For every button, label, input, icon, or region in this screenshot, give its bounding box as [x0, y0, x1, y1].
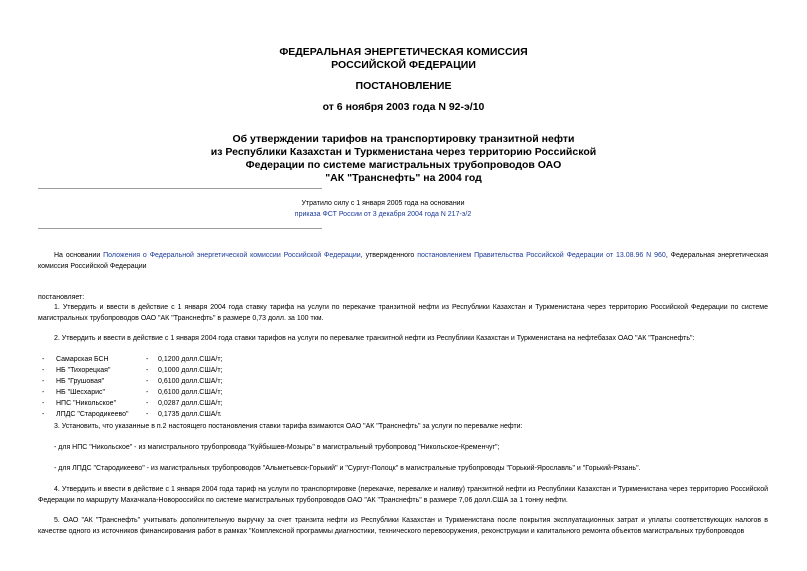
paragraph-3a: - для НПС "Никольское" - из магистрального трубопровода "Куйбышев-Мозырь" в магистральный трубопровод "Никольское-Кременчуг"; [54, 444, 500, 451]
rate-dash: - [42, 367, 45, 374]
rate-name: НБ "Тихорецкая" [56, 367, 111, 374]
rate-value: 0,6100 долл.США/т; [158, 378, 223, 385]
doc-title-line: Об утверждении тарифов на транспортировку транзитной нефти [232, 133, 575, 145]
doc-title-line: Федерации по системе магистральных трубопроводов ОАО [245, 159, 562, 171]
rate-sep: - [146, 389, 149, 396]
rate-dash: - [42, 400, 45, 407]
org-name-line1: ФЕДЕРАЛЬНАЯ ЭНЕРГЕТИЧЕСКАЯ КОМИССИЯ [279, 46, 528, 58]
preamble-text-2: , утвержденного [360, 252, 418, 259]
divider-bottom [38, 228, 322, 229]
rate-name: Самарская БСН [56, 356, 109, 363]
rate-dash: - [42, 411, 45, 418]
repeal-order-link[interactable]: приказа ФСТ России от 3 декабря 2004 года N 217-э/2 [294, 211, 472, 218]
rate-name: НПС "Никольское" [56, 400, 117, 407]
status-note [38, 198, 728, 220]
rate-value: 0,1200 долл.США/т; [158, 356, 223, 363]
rate-value: 0,0287 долл.США/т; [158, 400, 223, 407]
paragraph-4: 4. Утвердить и ввести в действие с 1 января 2004 года тариф на услуги по транспортировке (перекачке, перевалке и наливу) транзитной нефти из Республики Казахстан и Туркменистана через территорию Российской Федерации по маршруту Махачкала-Новороссийск по системе магистральных трубопроводов ОАО "АК "Транснефть" в размере 7,06 долл.США за 1 тонну нефти. [38, 486, 768, 504]
rate-name: НБ "Шесхарис" [56, 389, 105, 396]
preamble-text-3: , Федеральная энергетическая комиссия Российской Федерации [38, 252, 769, 270]
rate-sep: - [146, 411, 149, 418]
rate-value: 0,1000 долл.США/т; [158, 367, 223, 374]
doc-type: ПОСТАНОВЛЕНИЕ [355, 80, 452, 92]
divider-top [38, 188, 322, 189]
doc-title-line: "АК "Транснефть" на 2004 год [325, 172, 482, 184]
org-name-line2: РОССИЙСКОЙ ФЕДЕРАЦИИ [331, 59, 476, 71]
rate-dash: - [42, 389, 45, 396]
preamble-text-1: На основании [54, 252, 104, 259]
government-decree-link[interactable]: постановлением Правительства Российской Федерации от 13.08.96 N 960 [417, 252, 666, 259]
paragraph-3b: - для ЛПДС "Стародикеево" - из магистральных трубопроводов "Альметьевск-Горький" и "Сургут-Полоцк" в магистральные трубопроводы "Горький-Ярославль" и "Горький-Рязань". [54, 465, 641, 472]
rate-sep: - [146, 356, 149, 363]
paragraph-3: 3. Установить, что указанные в п.2 настоящего постановления ставки тарифа взимаются ОАО "АК "Транснефть" за услуги по перевалке нефти: [54, 423, 523, 430]
rate-sep: - [146, 367, 149, 374]
doc-title-line: из Республики Казахстан и Туркменистана через территорию Российской [210, 146, 597, 158]
regulation-link[interactable]: Положения о Федеральной энергетической комиссии Российской Федерации [103, 252, 361, 259]
rate-sep: - [146, 400, 149, 407]
doc-title [0, 133, 807, 185]
paragraph-2: 2. Утвердить и ввести в действие с 1 января 2004 года ставки тарифов на услуги по перевалке транзитной нефти из Республики Казахстан и Туркменистана на нефтебазах ОАО "АК "Транснефть": [54, 335, 695, 342]
rate-value: 0,1735 долл.США/т. [158, 411, 222, 418]
rate-name: ЛПДС "Стародикеево" [56, 411, 129, 418]
status-note-text: Утратило силу с 1 января 2005 года на основании [301, 200, 465, 207]
rate-dash: - [42, 378, 45, 385]
paragraph-5: 5. ОАО "АК "Транснефть" учитывать дополнительную выручку за счет транзита нефти из Республики Казахстан и Туркменистана после покрытия эксплуатационных затрат и уплаты соответствующих налогов в качестве одного из источников финансирования работ в рамках "Комплексной программы диагностики, технического перевооружения, реконструкции и капитального ремонта объектов магистральных трубопроводов [38, 517, 768, 535]
preamble [38, 250, 768, 272]
rate-value: 0,6100 долл.США/т; [158, 389, 223, 396]
rate-dash: - [42, 356, 45, 363]
doc-date: от 6 ноября 2003 года N 92-э/10 [322, 101, 485, 113]
decides-label: постановляет: [38, 294, 85, 301]
paragraph-1: 1. Утвердить и ввести в действие с 1 января 2004 года ставку тарифа на услуги по перекачке транзитной нефти из Республики Казахстан и Туркменистана через территорию Российской Федерации по системе магистральных трубопроводов ОАО "АК "Транснефть" в размере 0,73 долл. за 100 ткм. [38, 304, 768, 322]
rate-sep: - [146, 378, 149, 385]
rate-name: НБ "Грушовая" [56, 378, 105, 385]
